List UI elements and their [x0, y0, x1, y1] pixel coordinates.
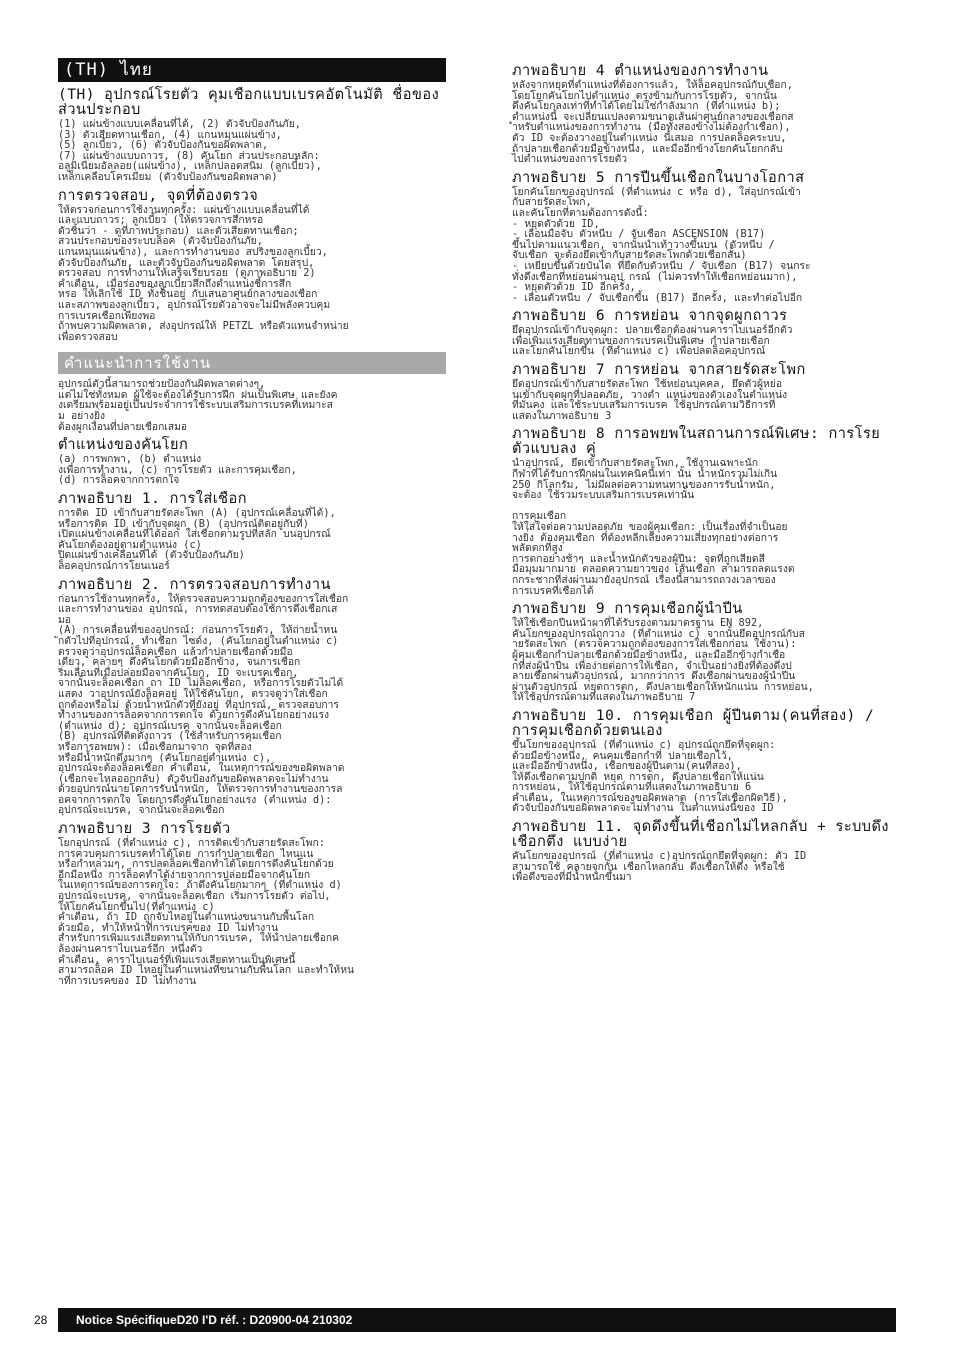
section-body: โยกอุปกรณ์ (ที่ตำแหน่ง c), การติดเข้ากับสายรัดสะโพก: การควบคุมการเบรคทำได้โดย การกำปลายเชือก ไหนแน หรือกำหลวมๆ, การปลดล็อคเชือกทำได้โดยการดึงคันโยกด้วย อีกมือหนึ่ง การล็อคทำได้ง่ายจากการปล่อยมือจากคันโยก ในเหตุการณ์ของการตกใจ: ถ้าดึงคันโยกมากๆ (ที่ตำแหน่ง d) อุปกรณ์จะเบรค, จากนั้นจะล็อคเชือก เริ่มการโรยตัว ต่อไป, ให้โยกคันโยกขึ้นไป(ที่ตำแหน่ง c) คำเตือน, ถ้า ID ถูกจับไหอยู่ในตำแหน่งขนานกับพื้นโลก ด้วยมือ, ทำให้หน้าที่การเบรคของ ID ไม่ทำงาน สำหรับการเพิ่มแรงเสียดทานให้กับการเบรค, ให้นำปลายเชือกค ล้องผ่านคาราไบเนอร์อีก หนึ่งตัว คำเตือน, คาราไบเนอร์ที่เพิ่มแรงเสียดทานเป็นพิเศษนี้ สามารถล็อค ID ไหอยู่ในตำแหน่งที่ขนานกับพื้นโลก และทำให้หน าที่การเบรคของ ID ไม่ทำงาน: [58, 837, 355, 987]
section-heading: ภาพอธิบาย 7 การหย่อน จากสายรัดสะโพก: [512, 362, 806, 379]
section-body: นำอุปกรณ์, ยึดเข้ากับสายรัดสะโพก, ใช้งานเฉพาะนัก กีฬาที่ได้รับการฝึกฝนในเทคนิคนี้เท่า นั้น น้ำหนักรวมไม่เกิน 250 กิโลกรัม, ไม่มีผลต่อความทนทานของการรับน้ำหนัก, จะต้อง ใช้รวมระบบเสริมการเบรคเท่านั้น การคุมเชือก ให้ใส่ใจต่อความปลอดภัย ของผู้คุมเชือก: เป็นเรื่องที่จำเป็นอย างยิ่ง ต้องคุมเชือก ที่ต้องหลีกเลี่ยงความเสี่ยงทุกอย่างต่อการ พลัดตกที่สูง การตกอย่างช้าๆ และน้ำหนักตัวของผู้ปีน: จุดที่ถูกเสียดสี มือมุมมากมาย ตลอดความยาวของ เส้นเชือก สามารถลดแรงต กกระชากที่ส่งผ่านมายังอุปกรณ์ เรื่องนี้สามารถถวงเวลาของ การเบรคที่เชือกได้: [512, 457, 795, 597]
section-heading: (TH) อุปกรณ์โรยตัว คุมเชือกแบบเบรคอัตโนมัติ ชื่อของส่วนประกอบ: [58, 87, 440, 118]
section-body: โยกคันโยกของอุปกรณ์ (ที่ตำแหน่ง c หรือ d), ใส่อุปกรณ์เข้า กับสายรัดสะโพก, และคันโยกที่ตามต้องการดังนี้: - หยุดตัวด้วย ID, - เลื่อนมือจับ ตัวหนีบ / จับเชือก ASCENSION (B17) ขึ้นไปตามแนวเชือก, จากนั้นนำเท้าวางขึ้นบน (ตัวหนีบ / จับเชือก จะต้องยึดเข้ากับสายรัดสะโพกด้วยเชือกสั้น) - เหยียบขึ้นด้วยบันได ที่ยึดกับตัวหนีบ / จับเชือก (B17) จนกระ ทั่งดึงเชือกที่หย่อนผ่านอุป กรณ์ (ไม่ควรทำให้เชือกหย่อนมาก), - หยุดตัวด้วย ID อีกครั้ง, - เลื่อนตัวหนีบ / จับเชือกขึ้น (B17) อีกครั้ง, และทำต่อไปอีก: [512, 185, 811, 304]
footer-text: Notice SpécifiqueD20 I'D réf. : D20900-04 210302: [76, 1313, 353, 1327]
section-body: คันโยกของอุปกรณ์ (ที่ตำแหน่ง c)อุปกรณ์ถูกยึดที่จุดผูก: ตัว ID สามารถใช้ คลายจุกกั้น เชือกไหลกลับ ดึงเชือกให้ตึง หรือใช้ เพื่อดึงของที่มีน้ำหนักขึ้นมา: [512, 850, 807, 884]
right-column: [512, 58, 898, 886]
section-body: (1) แผ่นข้างแบบเคลื่อนที่ได้, (2) ตัวจับป้องกันภัย, (3) ตัวเสียดทานเชือก, (4) แกนหมุนแผ่นข้าง, (5) ลูกเบี้ยว, (6) ตัวจับป้องกันขอผิดพลาด, (7) แผ่นข้างแบบถาวร, (8) คันโยก ส่วนประกอบหลัก: อลูมิเนียมอัลลอย(แผ่นข้าง), เหล็กปลอดสนิม (ลูกเบี้ยว), เหล็กเคลือบโครเมียม (ตัวจับป้องกันขอผิดพลาด): [58, 118, 322, 183]
section-body: การติด ID เข้ากับสายรัดสะโพก (A) (อุปกรณ์เคลื่อนที่ได้), หรือการติด ID เข้ากับจุดผูก (B) (อุปกรณ์ติดอยู่กับที่) เปิดแผ่นข้างเคลื่อนที่ได้ออก ใส่เชือกตามรูปที่สลัก บนอุปกรณ์ คันโยกต้องอยู่ตามตำแหน่ง (c) ปิดแผ่นข้างเคลื่อนที่ได้ (ตัวจับป้องกันภัย) ล็อคอุปกรณ์การโยนเนอร์: [58, 507, 336, 572]
section-heading: ภาพอธิบาย 1. การใส่เชือก: [58, 491, 248, 508]
language-label: (TH) ไทย: [58, 58, 446, 82]
section-heading: ภาพอธิบาย 8 การอพยพในสถานการณ์พิเศษ: การโรยตัวแบบลง คู่: [512, 426, 881, 458]
right-sections: [512, 64, 898, 883]
section-body: ขึ้นโยกของอุปกรณ์ (ที่ตำแหน่ง c) อุปกรณ์ถูกยึดที่จุดผูก: ด้วยมือข้างหนึ่ง, คนคุมเชือกกำที่ ปลายเชือกไว้, และมืออีกข้างหนึ่ง, เชือกของผู้ปีนตาม(คนที่สอง), ให้ดึงเชือกตามปกติ หยุด การตก, ดึงปลายเชือกให้แน่น การหย่อน, ให้ใช้อุปกรณ์ตามที่แสดงในภาพอธิบาย 6 คำเตือน, ในเหตุการณ์ของขอผิดพลาด (การใส่เชือกผิดวิธี), ตัวจับป้องกันขอผิดพลาดจะไม่ทำงาน ในตำแหน่งนี้ของ ID: [512, 738, 788, 815]
section-heading: ตำแหน่งของคันโยก: [58, 437, 189, 454]
section-heading: ภาพอธิบาย 11. จุดดึงขึ้นที่เชือกไม่ไหลกลับ + ระบบดึงเชือกตึง แบบง่าย: [512, 819, 890, 851]
section-heading: ภาพอธิบาย 4 ตำแหน่งของการทำงาน: [512, 63, 769, 79]
section-body: หลังจากหยุดที่ตำแหน่งที่ต้องการแล้ว, ให้ล็อคอุปกรณ์กับเชือก, โดยโยกคันโยกไปตำแหน่ง ตรงข้ามกับการโรยตัว, จากนั้น ดึงคันโยกลงเท่าที่ทำได้โดยไม่ใช่กำลังมาก (ที่ตำแหน่ง b); ตำแหน่งนี้ จะเปลี่ยนแปลงตามขนาดเส้นผ่าศูนย์กลางของเชือกส ำหรับตำแหน่งของการทำงาน (มือทั้งสองข้างไม่ต้องกำเชือก), ตัว ID จะต้องวางอยู่ในตำแหน่ง นี้เสมอ การปลดล็อคระบบ, ถ้าปลายเชือกด้วยมือข้างหนึ่ง, และมืออีกข้างโยกคันโยกกลับ ไปตำแหน่งของการโรยตัว: [512, 79, 794, 166]
section-body: ก่อนการใช้งานทุกครั้ง, ให้ตรวจสอบความถูกต้องของการใส่เชือก และการทำงานของ อุปกรณ์, การทดสอบต้องใช้การดึงเชือกเส มอ (A) การเคลื่อนที่ของอุปกรณ์: ก่อนการโรยตัว, ให้ถ่ายน้ำหน ักตัวไปที่อุปกรณ์, ทำเชือก ไซด์ง, (คันโยกอยู่ในตำแหน่ง c) ตรวจดูว่าอุปกรณ์ล็อคเชือก แล้วกำปลายเชือกด้วยมือ เดียว, คลายๆ ดึงคันโยกด้วยมืออีกข้าง, จนการเชือก ริ่มเลื่อนที่เมื่อปล่อยมือจากคันโยก, ID จะเบรคเชือก, จากนั้นจะล็อคเชือก ถา ID ไม่ล็อคเชือก, หรือการโรยตัวไม่ได้ แสดง วาอุปกรณ์ยังล็อคอยู่ ให้ใช้คันโยก, ตรวจดูว่าใส่เชือก ถูกต้องหรือไม่ ด้วยน้ำหนักตัวที่ยังอยู่ ที่อุปกรณ์, ตรวจสอบการ ทำงานของการล็อคจากการตกใจ ด้วยการดึงคันโยกอย่างแรง (ตำแหน่ง d): อุปกรณ์เบรค จากนั้นจะล็อคเชือก (B) อุปกรณ์ที่ติดตั้งถาวร (ใช้สำหรับการคุมเชือก หรือการอพยพ): เมื่อเชือกมาจาก จุดที่สอง หรือมีน้ำหนักดึงมากๆ (คันโยกอยู่ตำแหน่ง c), อุปกรณ์จะต้องล็อคเชือก คำเตือน, ในเหตุการณ์ของขอผิดพลาด (เชือกจะไหลออกกลับ) ตัวจับป้องกันขอผิดพลาดจะไม่ทำงาน ด้วยอุปกรณ์นายโดการรับน้ำหนัก, ให้ตรวจการทำงานของการล อคจากการตกใจ โดยการดึงคันโยกอย่างแรง (ตำแหน่ง d): อุปกรณ์จะเบรค, จากนั้นจะล็อคเชือก: [58, 592, 349, 817]
section-heading: ภาพอธิบาย 5 การปีนขึ้นเชือกในบางโอกาส: [512, 169, 805, 186]
section-heading: การตรวจสอบ, จุดที่ต้องตรวจ: [58, 187, 259, 204]
section-body: ให้ตรวจก่อนการใช้งานทุกครั้ง: แผ่นข้างแบบเคลื่อนที่ได้ และแบบถาวร; ลูกเบี้ยว (ให้ตรวจการสึกหรอ ตัวชิ้นว่า - ดูที่ภาพประกอบ) และตัวเสียดทานเชือก; สวนประกอบของระบบล็อค (ตัวจับป้องกันภัย, แกนหมุนแผ่นข้าง), และการทำงานของ สปริงของลูกเบี้ยว, ตัวจับป้องกันภัย, และตัวจับป้องกันขอผิดพลาด โดยสรุป, ตรวจสอบ การทำงานให้เสร็จเรียบรอย (ดูภาพอธิบาย 2) คำเตือน, เมื่อร่องของลูกเบี้ยวสึกถึงตำแหน่งชี้การสึก หรอ ให้เลิกใช้ ID ทั้งชิ้นอยู่ กับเสนอาศูนย์กลางของเชือก และสภาพของลูกเบี้ยว, อุปกรณ์โรยตัวอาจจะไม่มีพลังควบคุม การเบรคเชือกเพียงพอ ถ้าพบความผิดพลาด, ส่งอุปกรณ์ให้ PETZL หรือตัวแทนจำหน่าย เพื่อตรวจสอบ: [58, 203, 349, 343]
section-body: ให้ใช้เชือกปีนหน้าผาที่ได้รับรองตามมาตรฐาน EN 892, คันโยกของอุปกรณ์ถูกวาง (ที่ตำแหน่ง c) จากนั้นยึดอุปกรณ์กับส ายรัดสะโพก (ตรวจความถูกต้องของการใส่เชือกก่อน ใช้งาน): ผู้คุมเชือกกำปลายเชือกด้วยมือข้างหนึ่ง, และมืออีกข้างกำเชือ กที่ส่งผู้นำปีน เพื่อง่ายต่อการให้เชือก, จำเป็นอย่างยิ่งที่ต้องดึงป ลายเชือกผ่านตัวอุปกรณ์, มากกว่าการ ดึงเชือกผ่านของผู้นำปีน ผ่านตัวอุปกรณ์ หยุดการตก, ดึงปลายเชือกให้หนักแน่น การหย่อน, ให้ใช้อุปกรณ์ตามที่แสดงในภาพอธิบาย 7: [512, 617, 814, 704]
left-column: [58, 58, 446, 989]
section-body: อุปกรณ์ตัวนี้สามารถช่วยป้องกันผิดพลาดต่างๆ, แต่ไม่ใช่ทั้งหมด ผู้ใช้จะต้องได้รับการฝึก ฝนเป็นพิเศษ และยังค งเตรียมพร้อมอยู่เป็นประจำการใช้ระบบเสริมการเบรคที่เหมาะส ม อย่างยิ่ง ต้องผูกเงื่อนที่ปลายเชือกเสมอ: [58, 378, 338, 433]
section-body: ยึดอุปกรณ์เข้ากับสายรัดสะโพก ใช้หย่อนบุคคล, ยึดตัวผู้หย่อ นเข้ากับจุดผูกที่ปลอดภัย, วางตำ แหน่งของตัวเองในตำแหน่ง ที่มั่นคง และใช้ระบบเสริมการเบรค ใช้อุปกรณ์ตามวิธีการที่ แสดงในภาพอธิบาย 3: [512, 378, 788, 422]
page-number: 28: [34, 1313, 48, 1327]
section-body: (a) การพกพา, (b) ตำแหน่ง งเพื่อการทำงาน, (c) การโรยตัว และการคุมเชือก, (d) การล็อคจากการตกใจ: [58, 453, 297, 487]
section-bar: คำแนะนำการใช้งาน: [58, 352, 446, 374]
left-sections: [58, 88, 446, 986]
section-heading: ภาพอธิบาย 2. การตรวจสอบการทำงาน: [58, 576, 331, 593]
section-heading: ภาพอธิบาย 3 การโรยตัว: [58, 821, 231, 838]
footer-bar: [58, 1308, 896, 1332]
section-heading: ภาพอธิบาย 6 การหย่อน จากจุดผูกถาวร: [512, 308, 788, 325]
section-body: ยึดอุปกรณ์เข้ากับจุดผูก: ปลายเชือกต้องผ่านคาราไบเนอร์อีกตัว เพื่อเพิ่มแรงเสียดทานของการเบรคเป็นพิเศษ กำปลายเชือก และโยกคันโยกขึ้น (ที่ตำแหน่ง c) เพื่อปลดล็อคอุปกรณ์: [512, 324, 793, 358]
section-heading: ภาพอธิบาย 10. การคุมเชือก ผู้ปีนตาม(คนที่สอง) / การคุมเชือกด้วยตนเอง: [512, 707, 875, 739]
section-heading: ภาพอธิบาย 9 การคุมเชือกผู้นำปีน: [512, 601, 743, 618]
